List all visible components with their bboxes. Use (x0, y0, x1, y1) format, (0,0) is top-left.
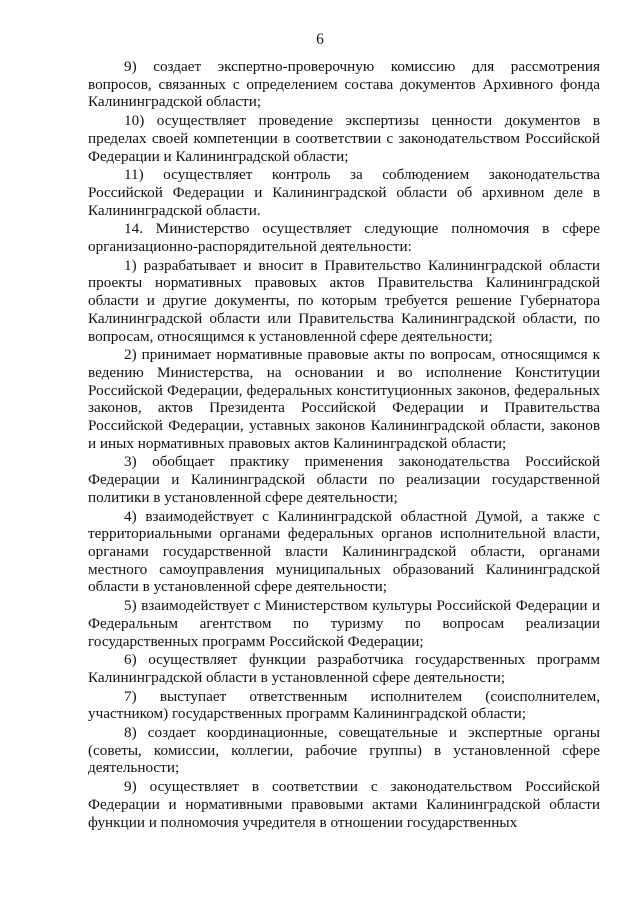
paragraph-item-11-archive-control: 11) осуществляет контроль за соблюдением законодательства Российской Федерации и Калининградской области об архивном деле в Калининградской области. (88, 166, 600, 219)
paragraph-item-4-duma-interaction: 4) взаимодействует с Калининградской областной Думой, а также с территориальными органами федеральных органов исполнительной власти, органами государственной власти Калининградской области, органами местного самоуправления муниципальных образований Калининградской области в установленной сфере деятельности; (88, 507, 600, 596)
paragraph-item-2-normative-acts: 2) принимает нормативные правовые акты по вопросам, относящимся к ведению Министерства, на основании и во исполнение Конституции Российской Федерации, федеральных конституционных законов, федеральных законов, актов Президента Российской Федерации и Правительства Российской Федерации, уставных законов Калининградской области, законов и иных нормативных правовых актов Калининградской области; (88, 346, 600, 452)
section-14-heading: 14. Министерство осуществляет следующие полномочия в сфере организационно-распорядительной деятельности: (88, 220, 600, 256)
page-number: 6 (316, 31, 324, 48)
paragraph-item-7-program-executor: 7) выступает ответственным исполнителем (соисполнителем, участником) государственных программ Калининградской области; (88, 687, 600, 723)
paragraph-item-9-founder-functions: 9) осуществляет в соответствии с законодательством Российской Федерации и нормативными правовыми актами Калининградской области функции и полномочия учредителя в отношении государственных (88, 778, 600, 831)
paragraph-item-10-value-expertise: 10) осуществляет проведение экспертизы ценности документов в пределах своей компетенции в соответствии с законодательством Российской Федерации и Калининградской области; (88, 112, 600, 165)
paragraph-item-6-program-developer: 6) осуществляет функции разработчика государственных программ Калининградской области в установленной сфере деятельности; (88, 651, 600, 686)
document-body (88, 58, 600, 832)
paragraph-item-8-advisory-bodies: 8) создает координационные, совещательные и экспертные органы (советы, комиссии, коллегии, рабочие группы) в установленной сфере деятельности; (88, 724, 600, 777)
paragraph-item-3-practice-summary: 3) обобщает практику применения законодательства Российской Федерации и Калининградской области по реализации государственной политики в установленной сфере деятельности; (88, 453, 600, 506)
paragraph-item-5-ministry-interaction: 5) взаимодействует с Министерством культуры Российской Федерации и Федеральным агентством по туризму по вопросам реализации государственных программ Российской Федерации; (88, 597, 600, 650)
paragraph-item-1-draft-acts: 1) разрабатывает и вносит в Правительство Калининградской области проекты нормативных правовых актов Правительства Калининградской области и другие документы, по которым требуется решение Губернатора Калининградской области или Правительства Калининградской области, по вопросам, относящимся к установленной сфере деятельности; (88, 256, 600, 345)
paragraph-item-9-expert-commission: 9) создает экспертно-проверочную комиссию для рассмотрения вопросов, связанных с определением состава документов Архивного фонда Калининградской области; (88, 58, 600, 111)
